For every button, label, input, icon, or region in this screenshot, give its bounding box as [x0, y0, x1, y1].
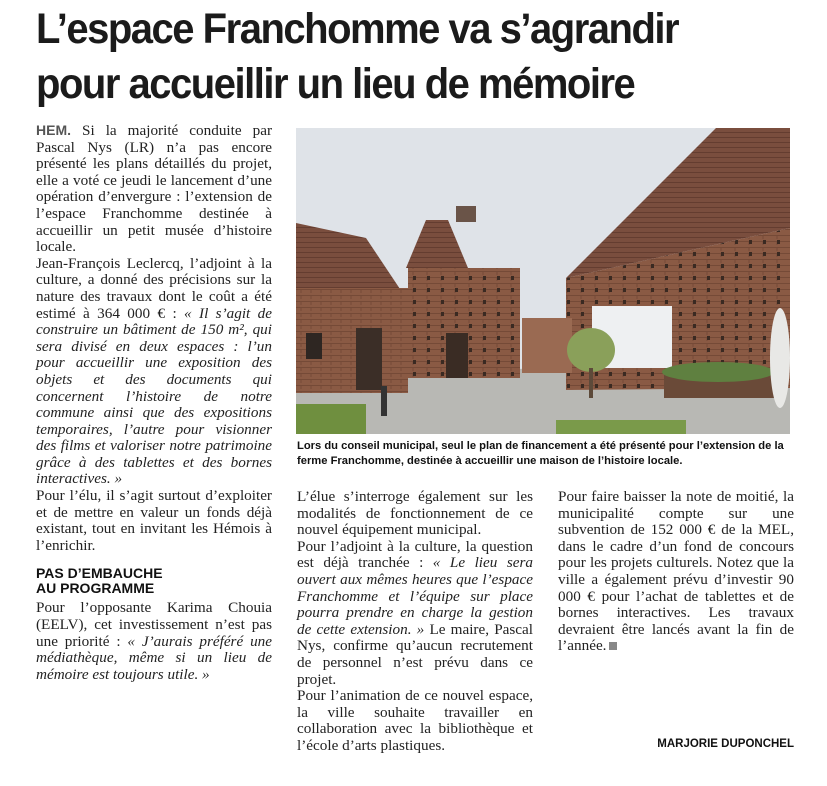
paragraph-6-end: Le maire, Pascal Nys, confirme qu’aucun recrutement de personnel n’est prévu dans ce projet.: [297, 620, 533, 688]
headline: [36, 2, 761, 112]
left-house-window: [306, 333, 322, 359]
flower-tree: [567, 328, 615, 372]
distant-building: [522, 318, 572, 373]
article-photo: [296, 128, 790, 434]
paragraph-2-intro: Jean-François Leclercq, l’adjoint à la culture, a donné des précisions sur la nature des travaux dont le coût a été estimé à 364 000 € :: [36, 254, 272, 322]
headline-line-2: pour accueillir un lieu de mémoire: [36, 60, 635, 108]
dovecote-door: [446, 333, 468, 378]
article-column-2: [297, 489, 533, 755]
paragraph-3: Pour l’élu, il s’agit surtout d’exploiter et de mettre en valeur un fonds déjà existant, tout en invitant les Hémois à l’enrichir.: [36, 487, 272, 554]
paragraph-4-intro: Pour l’opposante Karima Chouia (EELV), cet investissement n’est pas une priorité :: [36, 599, 272, 650]
photo-caption: Lors du conseil municipal, seul le plan de financement a été présenté pour l’extension de la ferme Franchomme, destinée à accueillir une maison de l’histoire locale.: [297, 440, 784, 467]
subheading-line-2: AU PROGRAMME: [36, 580, 155, 597]
grass-strip: [296, 404, 366, 434]
paragraph-6: [297, 539, 533, 688]
paragraph-8-text: Pour faire baisser la note de moitié, la municipalité compte sur une subvention de 152 000 € de la MEL, dans le cadre d’un fond de concours pour les projets culturels. Notez que la ville a également prévu d’investir 90 000 € pour l’achat de tablettes et de bornes interactives. Les travaux devraient être lancés avant la fin de l’année.: [558, 488, 794, 655]
subheading-line-1: PAS D’EMBAUCHE: [36, 565, 163, 582]
paragraph-4: [36, 600, 272, 683]
farm-photo-illustration: [296, 128, 790, 434]
article-column-3: [558, 489, 794, 655]
headline-line-1: L’espace Franchomme va s’agrandir: [36, 5, 679, 53]
lamp-post: [381, 386, 387, 416]
paragraph-7: Pour l’animation de ce nouvel espace, la ville souhaite travailler en collaboration avec la bibliothèque et l’école d’arts plastiques.: [297, 687, 533, 754]
paragraph-2-quote: « Il s’agit de construire un bâtiment de 150 m², qui sera divisé en deux espaces : l’un pour accueillir une exposition des objets et des documents qui concernent l’histoire de notre commune ainsi que des expositions temporaires, l’autre pour visionner des films et valoriser notre patrimoine grâce à des tablettes et des bornes interactives. »: [36, 304, 272, 488]
subheading: [36, 566, 272, 596]
author-signature: MARJORIE DUPONCHEL: [657, 738, 794, 750]
tree-trunk: [589, 368, 593, 398]
dovecote-lantern: [456, 206, 476, 222]
paragraph-1-text: Si la majorité conduite par Pascal Nys (LR) n’a pas encore présenté les plans détaillés du projet, elle a voté ce jeudi le lancement d’une opération d’envergure : l’extension de l’espace Franchomme destinée à accueillir un petit musée d’histoire locale.: [36, 122, 272, 256]
paragraph-8: [558, 489, 794, 655]
planter-shrubs: [662, 362, 774, 382]
paragraph-4-quote: « J’aurais préféré une médiathèque, même si un lieu de mémoire est toujours utile. »: [36, 632, 272, 683]
grass-strip-right: [556, 420, 686, 434]
paragraph-5: L’élue s’interroge également sur les modalités de fonctionnement de ce nouvel équipement municipal.: [297, 488, 533, 539]
paragraph-6-quote: « Le lieu sera ouvert aux mêmes heures que l’espace Franchomme et l’équipe sur place pourra prendre en charge la gestion de cette extension. »: [297, 554, 533, 638]
left-house-door: [356, 328, 382, 390]
article-column-1: [36, 122, 272, 683]
end-square-icon: [609, 642, 617, 650]
paragraph-1: [36, 122, 272, 256]
dateline: HEM.: [36, 122, 71, 138]
paragraph-2: [36, 256, 272, 488]
statue: [770, 308, 790, 408]
paragraph-6-intro: Pour l’adjoint à la culture, la question est déjà tranchée :: [297, 537, 533, 572]
